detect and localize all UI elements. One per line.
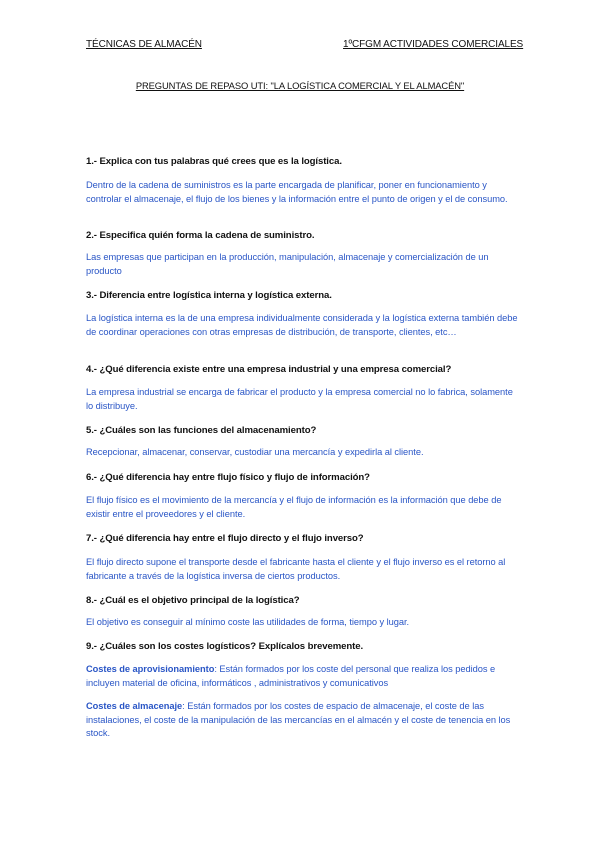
answer-9-item-1 xyxy=(86,663,518,690)
question-4: 4.- ¿Qué diferencia existe entre una empresa industrial y una empresa comercial? xyxy=(86,364,452,375)
question-7: 7.- ¿Qué diferencia hay entre el flujo directo y el flujo inverso? xyxy=(86,533,364,544)
answer-9-item-2-term: Costes de almacenaje xyxy=(86,701,183,711)
question-6: 6.- ¿Qué diferencia hay entre flujo físico y flujo de información? xyxy=(86,472,370,483)
question-2: 2.- Especifica quién forma la cadena de suministro. xyxy=(86,230,315,241)
answer-9-item-1-term: Costes de aprovisionamiento xyxy=(86,664,215,674)
question-1: 1.- Explica con tus palabras qué crees que es la logística. xyxy=(86,156,342,167)
answer-1: Dentro de la cadena de suministros es la parte encargada de planificar, poner en funcionamiento y controlar el almacenaje, el flujo de los bienes y la información entre el punto de origen y el de consumo. xyxy=(86,180,508,204)
question-8: 8.- ¿Cuál es el objetivo principal de la logística? xyxy=(86,595,300,606)
answer-9-item-1-text: : Están formados por los coste del personal que realiza los pedidos e incluyen material de oficina, informáticos , administrativos y comunicativos xyxy=(86,664,496,688)
answer-9-item-2 xyxy=(86,700,518,741)
question-9: 9.- ¿Cuáles son los costes logísticos? Explícalos brevemente. xyxy=(86,641,364,652)
answer-2: Las empresas que participan en la producción, manipulación, almacenaje y comercialización de un producto xyxy=(86,252,489,276)
header-course: 1ºCFGM ACTIVIDADES COMERCIALES xyxy=(343,39,524,50)
answer-3: La logística interna es la de una empresa individualmente considerada y la logística externa también debe de coordinar operaciones con otras empresas de distribución, de transporte, clientes, etc… xyxy=(86,313,518,337)
question-5: 5.- ¿Cuáles son las funciones del almacenamiento? xyxy=(86,425,317,436)
header-subject: TÉCNICAS DE ALMACÉN xyxy=(86,39,202,50)
answer-9-item-2-text: : Están formados por los costes de espacio de almacenaje, el coste de las instalaciones, el coste de la manipulación de las mercancías en el almacén y el coste de tenencia en los stock. xyxy=(86,701,511,738)
document-title: PREGUNTAS DE REPASO UTI: "LA LOGÍSTICA COMERCIAL Y EL ALMACÉN" xyxy=(135,80,465,91)
answer-8: El objetivo es conseguir al mínimo coste las utilidades de forma, tiempo y lugar. xyxy=(86,617,410,627)
question-3: 3.- Diferencia entre logística interna y logística externa. xyxy=(86,290,332,301)
answer-5: Recepcionar, almacenar, conservar, custodiar una mercancía y expedirla al cliente. xyxy=(86,447,424,457)
answer-4: La empresa industrial se encarga de fabricar el producto y la empresa comercial no lo fabrica, solamente lo distribuye. xyxy=(86,387,513,411)
answer-7: El flujo directo supone el transporte desde el fabricante hasta el cliente y el flujo inverso es el retorno al fabricante a través de la logística inversa de ciertos productos. xyxy=(86,557,506,581)
answer-6: El flujo físico es el movimiento de la mercancía y el flujo de información es la información que debe de existir entre el proveedores y el cliente. xyxy=(86,495,502,519)
